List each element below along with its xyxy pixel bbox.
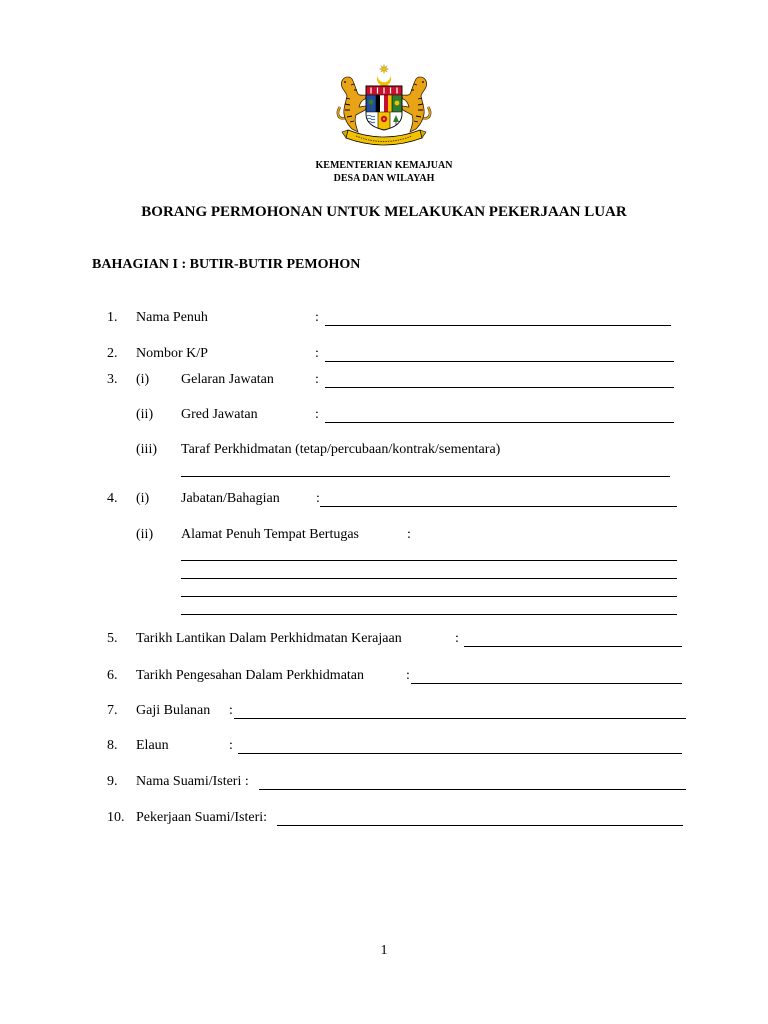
fill-line-gelaran-jawatan <box>325 387 674 388</box>
field-subnumber: (ii) <box>136 527 154 542</box>
field-label-taraf-perkhidmatan: Taraf Perkhidmatan (tetap/percubaan/kontrak/sementara) <box>181 442 501 457</box>
field-number: 3. <box>107 372 118 387</box>
field-number: 9. <box>107 774 118 789</box>
field-number: 7. <box>107 703 118 718</box>
field-separator: : <box>315 372 319 387</box>
fill-line-tarikh-pengesahan <box>411 683 682 684</box>
field-subnumber: (iii) <box>136 442 157 457</box>
field-separator: : <box>316 491 320 506</box>
field-label-nombor-kp: Nombor K/P <box>136 346 208 361</box>
field-number: 2. <box>107 346 118 361</box>
section-title: BAHAGIAN I : BUTIR-BUTIR PEMOHON <box>92 257 361 272</box>
fill-line-pekerjaan-suami-isteri <box>277 825 683 826</box>
fill-line-alamat-3 <box>181 596 677 597</box>
fill-line-elaun <box>238 753 682 754</box>
field-label-gred-jawatan: Gred Jawatan <box>181 407 258 422</box>
field-label-alamat-bertugas: Alamat Penuh Tempat Bertugas <box>181 527 360 542</box>
malaysia-coat-of-arms-icon <box>334 62 434 152</box>
tiger-left-icon <box>338 77 367 132</box>
field-label-gaji-bulanan: Gaji Bulanan <box>136 703 211 718</box>
field-separator: : <box>229 703 233 718</box>
field-separator: : <box>315 346 319 361</box>
fill-line-alamat-1 <box>181 560 677 561</box>
field-label-nama-penuh: Nama Penuh <box>136 310 208 325</box>
field-separator: : <box>406 668 410 683</box>
fill-line-alamat-2 <box>181 578 677 579</box>
field-label-gelaran-jawatan: Gelaran Jawatan <box>181 372 274 387</box>
field-separator: : <box>407 527 411 542</box>
field-label-jabatan-bahagian: Jabatan/Bahagian <box>181 491 280 506</box>
field-separator: : <box>315 407 319 422</box>
form-title: BORANG PERMOHONAN UNTUK MELAKUKAN PEKERJAAN LUAR <box>141 204 627 220</box>
field-number: 4. <box>107 491 118 506</box>
fill-line-tarikh-lantikan <box>464 646 682 647</box>
crescent-star-icon <box>377 65 391 87</box>
fill-line-jabatan-bahagian <box>320 506 677 507</box>
field-label-elaun: Elaun <box>136 738 169 753</box>
page-number: 1 <box>380 943 388 958</box>
field-number: 10. <box>107 810 125 825</box>
field-label-nama-suami-isteri: Nama Suami/Isteri : <box>136 774 249 789</box>
ministry-name-line2: DESA DAN WILAYAH <box>333 173 435 184</box>
field-separator: : <box>455 631 459 646</box>
field-label-tarikh-lantikan: Tarikh Lantikan Dalam Perkhidmatan Kerajaan <box>136 631 402 646</box>
tiger-right-icon <box>401 77 430 132</box>
field-number: 5. <box>107 631 118 646</box>
fill-line-gaji-bulanan <box>234 718 686 719</box>
fill-line-nombor-kp <box>325 361 674 362</box>
field-label-tarikh-pengesahan: Tarikh Pengesahan Dalam Perkhidmatan <box>136 668 365 683</box>
fill-line-nama-penuh <box>325 325 671 326</box>
fill-line-taraf-perkhidmatan <box>181 476 670 477</box>
field-number: 8. <box>107 738 118 753</box>
motto-ribbon-icon <box>342 130 426 145</box>
field-subnumber: (ii) <box>136 407 154 422</box>
field-separator: : <box>315 310 319 325</box>
field-number: 1. <box>107 310 118 325</box>
field-separator: : <box>229 738 233 753</box>
fill-line-gred-jawatan <box>325 422 674 423</box>
field-subnumber: (i) <box>136 372 150 387</box>
shield-icon <box>366 86 402 130</box>
ministry-name-line1: KEMENTERIAN KEMAJUAN <box>315 160 453 171</box>
field-subnumber: (i) <box>136 491 150 506</box>
field-label-pekerjaan-suami-isteri: Pekerjaan Suami/Isteri: <box>136 810 268 825</box>
field-number: 6. <box>107 668 118 683</box>
fill-line-nama-suami-isteri <box>259 789 686 790</box>
fill-line-alamat-4 <box>181 614 677 615</box>
